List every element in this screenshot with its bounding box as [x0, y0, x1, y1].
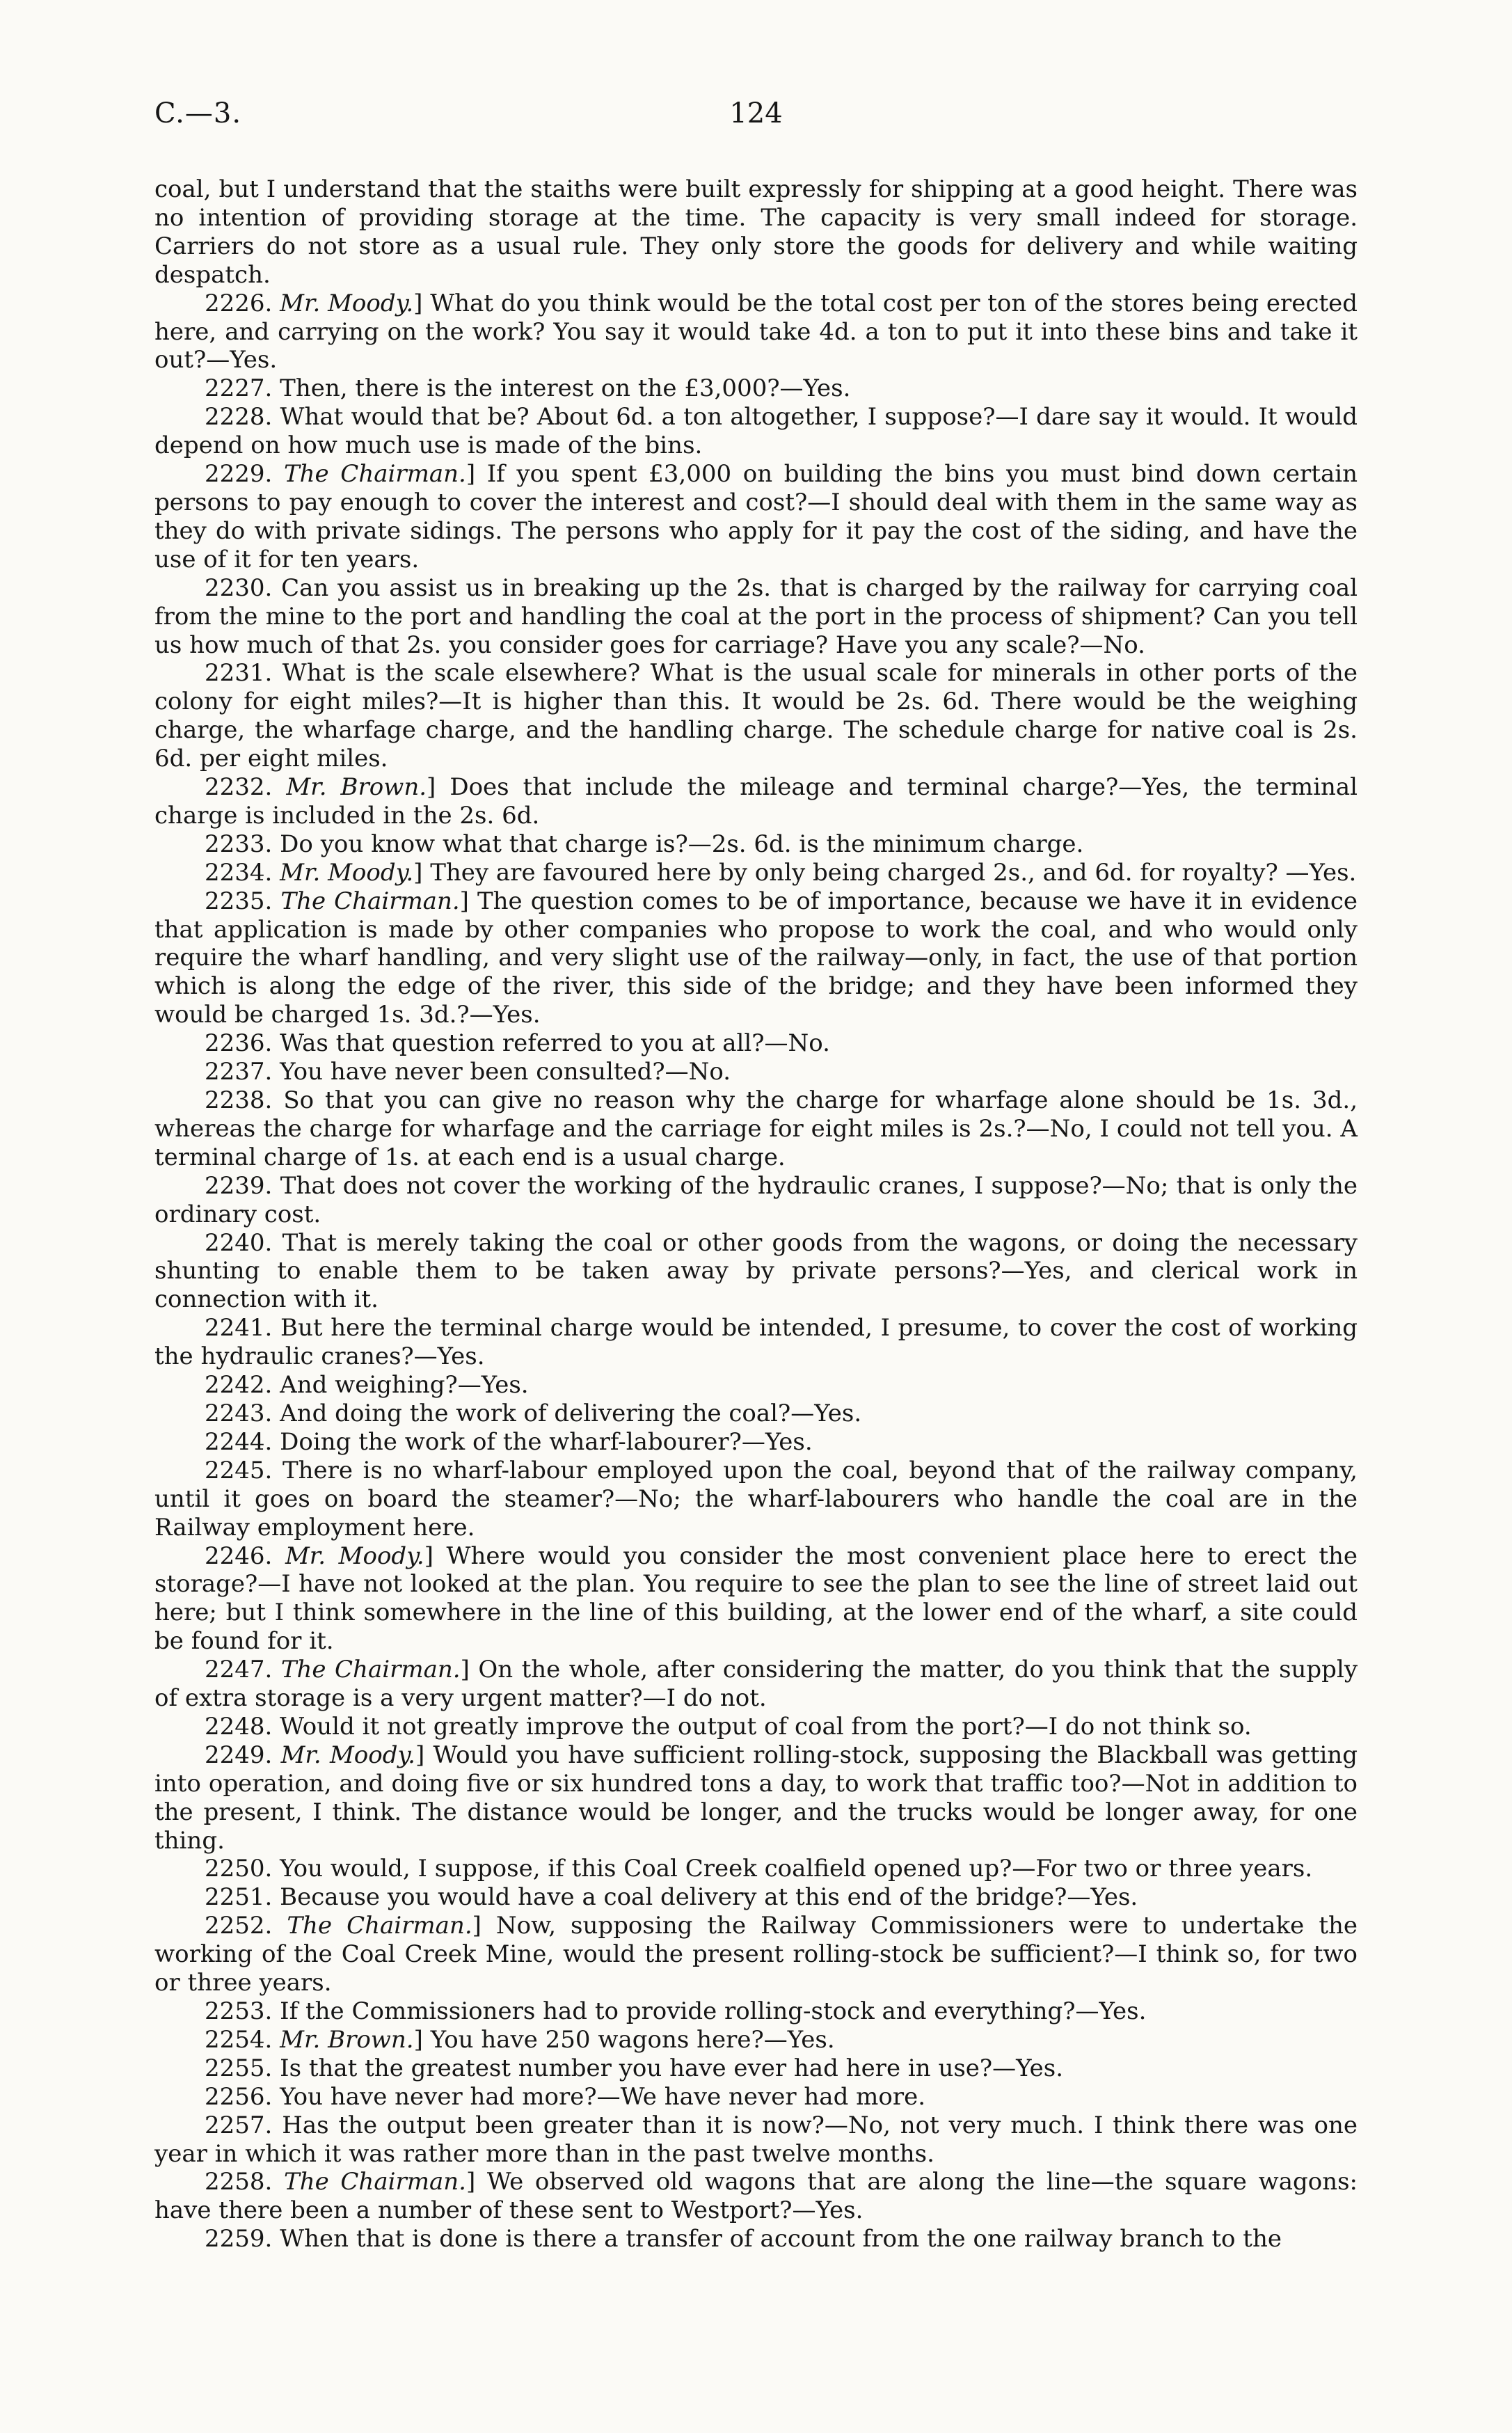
- evidence-question: [154, 1314, 1358, 1371]
- question-number: 2255.: [205, 2054, 273, 2082]
- evidence-question: 2247. The Chairman.] On the whole, after considering the matter, do you think that the supply of extra storage is a very urgent matter?—I do not.: [154, 1656, 1358, 1713]
- question-number: 2234.: [205, 858, 273, 887]
- evidence-question: [154, 1029, 1358, 1058]
- paragraph-text: That is merely taking the coal or other goods from the wagons, or doing the necessary shunting to enable them to be taken away by private persons?—Yes, and clerical work in connection with it.: [154, 1228, 1358, 1314]
- question-number: 2244.: [205, 1427, 273, 1456]
- question-number: 2249.: [205, 1741, 273, 1769]
- question-number: 2252.: [205, 1912, 273, 1940]
- paragraph-text: The question comes to be of importance, because we have it in evidence that application is made by other companies who propose to work the coal, and who would only require the wharf handling, and very slight use of the railway—only, in fact, the use of that portion which is along the edge of the river, this side of the bridge; and they have been informed they would be charged 1s. 3d.?—Yes.: [154, 887, 1358, 1029]
- evidence-question: 2246. Mr. Moody.] Where would you consider the most convenient place here to erect the storage?—I have not looked at the plan. You require to see the plan to see the line of street laid out here; but I think somewhere in the line of this building, at the lower end of the wharf, a site could be found for it.: [154, 1542, 1358, 1656]
- question-number: 2257.: [205, 2111, 273, 2139]
- paragraph-text: And weighing?—Yes.: [280, 1371, 529, 1400]
- question-number: 2226.: [205, 289, 273, 317]
- speaker-name: The Chairman.: [280, 1656, 461, 1684]
- evidence-question: [154, 2083, 1358, 2111]
- question-number: 2247.: [205, 1656, 273, 1684]
- question-number: 2243.: [205, 1399, 273, 1427]
- question-number: 2235.: [205, 887, 273, 915]
- paragraph-text: Doing the work of the wharf-labourer?—Yes.: [280, 1427, 813, 1456]
- evidence-question: [154, 659, 1358, 773]
- question-number: 2228.: [205, 403, 273, 431]
- evidence-question: 2234. Mr. Moody.] They are favoured here by only being charged 2s., and 6d. for royalty? —Yes.: [205, 858, 1357, 887]
- paragraph-text: Has the output been greater than it is now?—No, not very much. I think there was one year in which it was rather more than in the past twelve months.: [154, 2111, 1358, 2168]
- speaker-name: The Chairman.: [283, 460, 466, 489]
- evidence-question: [154, 403, 1358, 460]
- evidence-question: 2229. The Chairman.] If you spent £3,000 on building the bins you must bind down certain persons to pay enough to cover the interest and cost?—I should deal with them in the same way as they do with private sidings. The persons who apply for it pay the cost of the siding, and have the use of it for ten years.: [154, 460, 1358, 573]
- evidence-question: [154, 1855, 1358, 1883]
- evidence-question: [154, 1058, 1358, 1086]
- page-number: 124: [729, 97, 783, 129]
- paragraph-text: What do you think would be the total cost per ton of the stores being erected here, and carrying on the work? You say it would take 4d. a ton to put it into these bins and take it out?—Yes.: [154, 289, 1358, 374]
- paragraph-text: That does not cover the working of the hydraulic cranes, I suppose?—No; that is only the ordinary cost.: [154, 1171, 1358, 1228]
- evidence-question: [154, 1997, 1358, 2026]
- evidence-question: 2252. The Chairman.] Now, supposing the Railway Commissioners were to undertake the working of the Coal Creek Mine, would the present rolling-stock be sufficient?—I think so, for two or three years.: [154, 1912, 1358, 1997]
- evidence-question: [154, 374, 1358, 403]
- evidence-question: [154, 2054, 1358, 2083]
- evidence-question: [154, 1457, 1358, 1542]
- paragraph-text: Does that include the mileage and terminal charge?—Yes, the terminal charge is included in the 2s. 6d.: [154, 773, 1358, 830]
- question-number: 2246.: [205, 1542, 273, 1570]
- evidence-question: [154, 1400, 1358, 1428]
- evidence-question: [154, 1883, 1358, 1912]
- paragraph-text: But here the terminal charge would be intended, I presume, to cover the cost of working the hydraulic cranes?—Yes.: [154, 1314, 1358, 1371]
- speaker-name: The Chairman.: [280, 887, 460, 915]
- question-number: 2230.: [205, 573, 273, 602]
- paragraph-text: They are favoured here by only being charged 2s., and 6d. for royalty? —Yes.: [430, 858, 1357, 887]
- paragraph-text: Where would you consider the most convenient place here to erect the storage?—I have not looked at the plan. You require to see the plan to see the line of street laid out here; but I think somewhere in the line of this building, at the lower end of the wharf, a site could be found for it.: [154, 1542, 1358, 1656]
- evidence-question: [154, 2225, 1358, 2253]
- evidence-question: 2235. The Chairman.] The question comes to be of importance, because we have it in evidence that application is made by other companies who propose to work the coal, and who would only require the wharf handling, and very slight use of the railway—only, in fact, the use of that portion which is along the edge of the river, this side of the bridge; and they have been informed they would be charged 1s. 3d.?—Yes.: [154, 887, 1358, 1029]
- paragraph-text: coal, but I understand that the staiths were built expressly for shipping at a good height. There was no intention of providing storage at the time. The capacity is very small indeed for storage. Carriers do not store as a usual rule. They only store the goods for delivery and while waiting despatch.: [154, 175, 1358, 289]
- question-number: 2231.: [205, 659, 273, 688]
- question-number: 2259.: [205, 2225, 273, 2253]
- document-reference: C.—3.: [154, 97, 242, 129]
- paragraph-text: And doing the work of delivering the coal?—Yes.: [280, 1399, 862, 1427]
- question-number: 2232.: [205, 773, 273, 802]
- paragraph-text: You have 250 wagons here?—Yes.: [430, 2025, 835, 2054]
- question-number: 2233.: [205, 830, 273, 858]
- speaker-name: The Chairman.: [284, 2168, 466, 2196]
- question-number: 2256.: [205, 2082, 273, 2111]
- question-number: 2253.: [205, 1997, 273, 2025]
- question-number: 2248.: [205, 1712, 273, 1741]
- question-number: 2239.: [205, 1171, 273, 1200]
- question-number: 2236.: [205, 1029, 273, 1058]
- page-header: [154, 97, 1358, 146]
- evidence-question: [154, 1086, 1358, 1172]
- evidence-question: 2249. Mr. Moody.] Would you have sufficient rolling-stock, supposing the Blackball was getting into operation, and doing five or six hundred tons a day, to work that traffic too?—Not in addition to the present, I think. The distance would be longer, and the trucks would be longer away, for one thing.: [154, 1741, 1358, 1855]
- evidence-text: [154, 175, 1358, 2253]
- paragraph-text: Can you assist us in breaking up the 2s. that is charged by the railway for carrying coal from the mine to the port and handling the coal at the port in the process of shipment? Can you tell us how much of that 2s. you consider goes for carriage? Have you any scale?—No.: [154, 573, 1358, 659]
- speaker-name: Mr. Brown.: [280, 2025, 414, 2054]
- paragraph-text: Is that the greatest number you have ever had here in use?—Yes.: [280, 2054, 1064, 2082]
- question-number: 2240.: [205, 1228, 273, 1257]
- evidence-question: 2258. The Chairman.] We observed old wagons that are along the line—the square wagons: have there been a number of these sent to Westport?—Yes.: [154, 2168, 1358, 2225]
- evidence-question: 2232. Mr. Brown.] Does that include the mileage and terminal charge?—Yes, the terminal charge is included in the 2s. 6d.: [154, 773, 1358, 830]
- paragraph-text: If the Commissioners had to provide rolling-stock and everything?—Yes.: [280, 1997, 1147, 2025]
- paragraph-text: When that is done is there a transfer of account from the one railway branch to the: [280, 2225, 1282, 2253]
- paragraph-text: We observed old wagons that are along the line—the square wagons: have there been a number of these sent to Westport?—Yes.: [154, 2168, 1358, 2225]
- paragraph-text: Do you know what that charge is?—2s. 6d. is the minimum charge.: [280, 830, 1084, 858]
- evidence-question: 2254. Mr. Brown.] You have 250 wagons here?—Yes.: [205, 2025, 835, 2054]
- evidence-question: [154, 1428, 1358, 1457]
- paragraph-text: What would that be? About 6d. a ton altogether, I suppose?—I dare say it would. It would depend on how much use is made of the bins.: [154, 403, 1358, 460]
- question-number: 2245.: [205, 1456, 273, 1484]
- speaker-name: Mr. Brown.: [286, 773, 427, 802]
- question-number: 2254.: [205, 2025, 273, 2054]
- question-number: 2227.: [205, 374, 273, 403]
- paragraph-text: Would you have sufficient rolling-stock, supposing the Blackball was getting into operation, and doing five or six hundred tons a day, to work that traffic too?—Not in addition to the present, I think. The distance would be longer, and the trucks would be longer away, for one thing.: [154, 1741, 1358, 1855]
- speaker-name: Mr. Moody.: [280, 1741, 415, 1769]
- evidence-question: [154, 1713, 1358, 1741]
- paragraph-text: You have never had more?—We have never had more.: [280, 2082, 926, 2111]
- paragraph-text: Now, supposing the Railway Commissioners were to undertake the working of the Coal Creek Mine, would the present rolling-stock be sufficient?—I think so, for two or three years.: [154, 1912, 1358, 1997]
- paragraph-text: You have never been consulted?—No.: [280, 1058, 731, 1086]
- question-number: 2251.: [205, 1883, 273, 1912]
- evidence-question: [154, 2111, 1358, 2169]
- paragraph-text: You would, I suppose, if this Coal Creek coalfield opened up?—For two or three years.: [280, 1855, 1313, 1883]
- paragraph-text: Because you would have a coal delivery at this end of the bridge?—Yes.: [280, 1883, 1138, 1912]
- evidence-question: [154, 1172, 1358, 1229]
- evidence-question: [154, 830, 1358, 859]
- continued-paragraph: [154, 175, 1358, 290]
- speaker-name: Mr. Moody.: [285, 1542, 424, 1570]
- speaker-name: Mr. Moody.: [280, 289, 414, 317]
- evidence-question: [154, 574, 1358, 660]
- paragraph-text: Then, there is the interest on the £3,000?—Yes.: [280, 374, 851, 403]
- speaker-name: The Chairman.: [287, 1912, 472, 1940]
- question-number: 2238.: [205, 1086, 273, 1114]
- question-number: 2241.: [205, 1314, 273, 1342]
- question-number: 2258.: [205, 2168, 273, 2196]
- paragraph-text: If you spent £3,000 on building the bins you must bind down certain persons to pay enough to cover the interest and cost?—I should deal with them in the same way as they do with private sidings. The persons who apply for it pay the cost of the siding, and have the use of it for ten years.: [154, 460, 1358, 573]
- paragraph-text: What is the scale elsewhere? What is the usual scale for minerals in other ports of the colony for eight miles?—It is higher than this. It would be 2s. 6d. There would be the weighing charge, the wharfage charge, and the handling charge. The schedule charge for native coal is 2s. 6d. per eight miles.: [154, 659, 1358, 773]
- paragraph-text: Was that question referred to you at all?—No.: [280, 1029, 830, 1058]
- question-number: 2250.: [205, 1855, 273, 1883]
- question-number: 2237.: [205, 1058, 273, 1086]
- paragraph-text: So that you can give no reason why the charge for wharfage alone should be 1s. 3d., whereas the charge for wharfage and the carriage for eight miles is 2s.?—No, I could not tell you. A terminal charge of 1s. at each end is a usual charge.: [154, 1086, 1358, 1171]
- paragraph-text: Would it not greatly improve the output of coal from the port?—I do not think so.: [280, 1712, 1252, 1741]
- question-number: 2242.: [205, 1371, 273, 1400]
- speaker-name: Mr. Moody.: [280, 858, 414, 887]
- paragraph-text: On the whole, after considering the matter, do you think that the supply of extra storage is a very urgent matter?—I do not.: [154, 1656, 1358, 1713]
- question-number: 2229.: [205, 460, 273, 489]
- evidence-question: 2226. Mr. Moody.] What do you think would be the total cost per ton of the stores being erected here, and carrying on the work? You say it would take 4d. a ton to put it into these bins and take it out?—Yes.: [154, 289, 1358, 374]
- evidence-question: [154, 1371, 1358, 1400]
- evidence-question: [154, 1229, 1358, 1315]
- paragraph-text: There is no wharf-labour employed upon the coal, beyond that of the railway company, until it goes on board the steamer?—No; the wharf-labourers who handle the coal are in the Railway employment here.: [154, 1456, 1358, 1542]
